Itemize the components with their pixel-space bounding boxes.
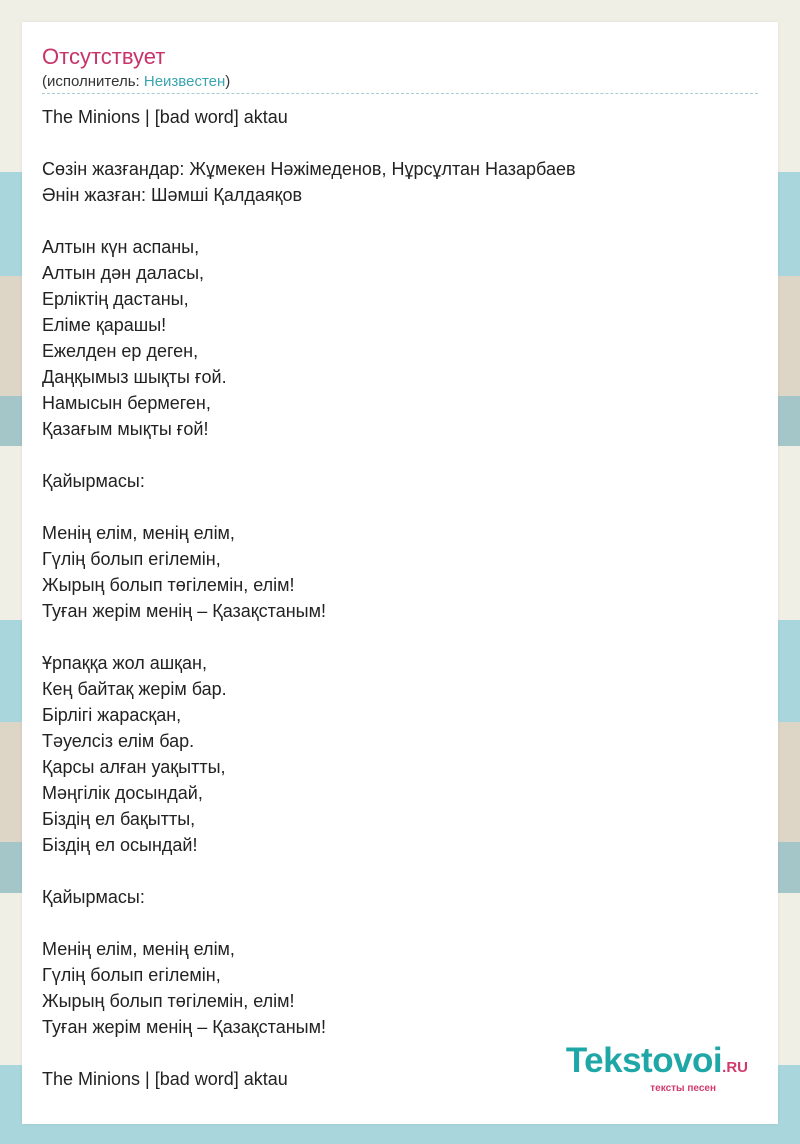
lyrics-line: Даңқымыз шықты ғой. <box>42 367 227 387</box>
lyrics-line: Ежелден ер деген, <box>42 341 199 361</box>
lyrics-line: Бірлігі жарасқан, <box>42 705 182 725</box>
logo-main-text: Tekstovoi <box>565 1041 723 1080</box>
lyrics-line: Алтын дән даласы, <box>42 263 205 283</box>
song-title: Отсутствует <box>42 44 166 69</box>
artist-suffix: ) <box>225 73 231 90</box>
site-logo[interactable] <box>565 1041 748 1094</box>
lyrics-line: Туған жерім менің – Қазақстаным! <box>42 1017 326 1037</box>
lyrics-line: Кең байтақ жерім бар. <box>42 679 227 699</box>
lyrics-line: Қайырмасы: <box>42 471 145 491</box>
lyrics-blank-line <box>42 624 758 650</box>
lyrics-line: The Minions | [bad word] aktau <box>42 1069 288 1089</box>
lyrics-line: Әнін жазған: Шәмші Қалдаяқов <box>42 185 303 205</box>
lyrics-line: Жырың болып төгілемін, елім! <box>42 575 295 595</box>
lyrics-blank-line <box>42 494 758 520</box>
lyrics-card <box>22 22 778 1124</box>
lyrics-line: Намысын бермеген, <box>42 393 211 413</box>
artist-prefix: (исполнитель: <box>42 73 144 90</box>
lyrics-line: The Minions | [bad word] aktau <box>42 107 288 127</box>
lyrics-line: Біздің ел осындай! <box>42 835 198 855</box>
lyrics-line: Еліме қарашы! <box>42 315 167 335</box>
lyrics-line: Тәуелсіз елім бар. <box>42 731 195 751</box>
lyrics-blank-line <box>42 858 758 884</box>
artist-line <box>42 73 230 91</box>
logo-wordmark <box>565 1041 748 1085</box>
lyrics-line: Мәңгілік досындай, <box>42 783 203 803</box>
lyrics-blank-line <box>42 130 758 156</box>
lyrics-blank-line <box>42 910 758 936</box>
lyrics-line: Ұрпаққа жол ашқан, <box>42 653 207 673</box>
lyrics-line: Жырың болып төгілемін, елім! <box>42 991 295 1011</box>
lyrics-line: Біздің ел бақытты, <box>42 809 196 829</box>
lyrics-line: Ерліктің дастаны, <box>42 289 189 309</box>
logo-tagline: тексты песен <box>650 1083 716 1094</box>
lyrics-line: Гүлің болып егілемін, <box>42 549 221 569</box>
lyrics-line: Менің елім, менің елім, <box>42 939 235 959</box>
lyrics-line: Қайырмасы: <box>42 887 145 907</box>
lyrics-line: Менің елім, менің елім, <box>42 523 235 543</box>
lyrics-line: Гүлің болып егілемін, <box>42 965 221 985</box>
artist-link[interactable]: Неизвестен <box>143 73 226 90</box>
logo-tld: .RU <box>722 1059 748 1076</box>
lyrics-blank-line <box>42 442 758 468</box>
title-divider <box>42 93 758 94</box>
lyrics-line: Сөзін жазғандар: Жұмекен Нәжімеденов, Нұрсұлтан Назарбаев <box>42 159 576 179</box>
lyrics-blank-line <box>42 208 758 234</box>
lyrics-line: Алтын күн аспаны, <box>42 237 200 257</box>
lyrics-text <box>42 104 758 1092</box>
lyrics-line: Қарсы алған уақытты, <box>42 757 226 777</box>
lyrics-line: Қазағым мықты ғой! <box>42 419 209 439</box>
lyrics-line: Туған жерім менің – Қазақстаным! <box>42 601 326 621</box>
